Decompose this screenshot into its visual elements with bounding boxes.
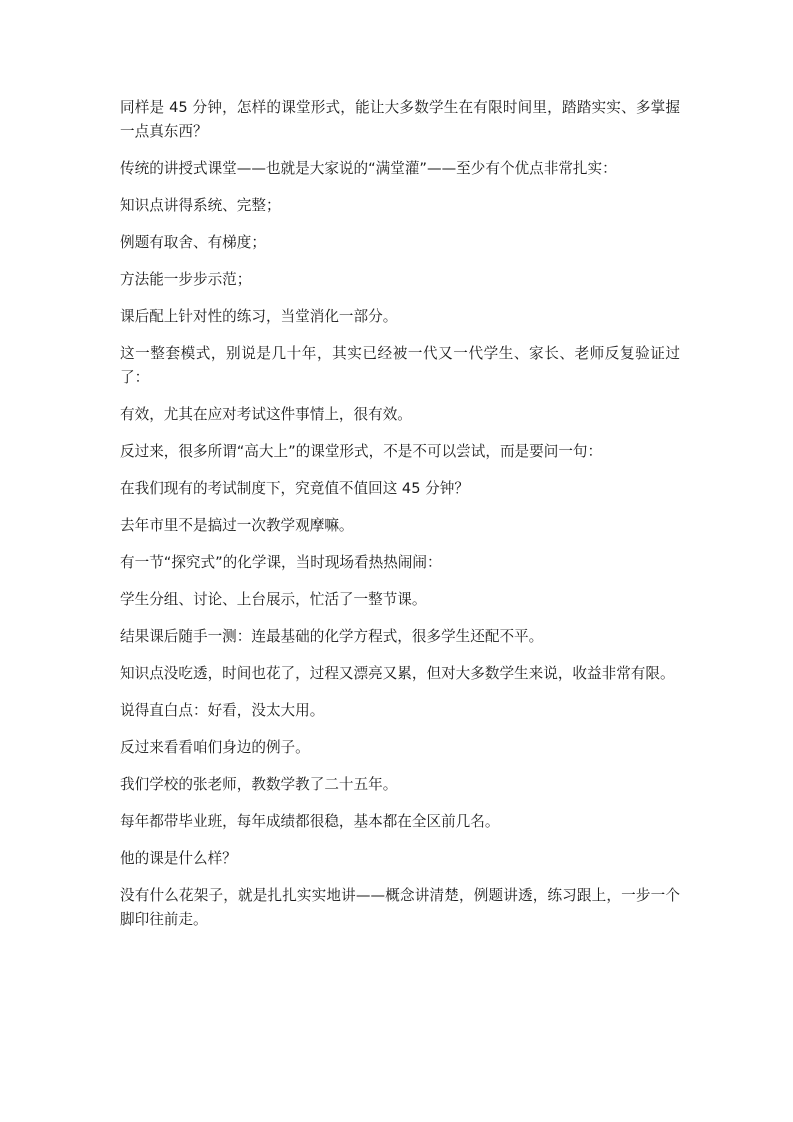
paragraph: 课后配上针对性的练习，当堂消化一部分。 xyxy=(120,308,398,325)
paragraph: 方法能一步步示范； xyxy=(120,271,252,288)
paragraph: 他的课是什么样？ xyxy=(120,850,237,867)
document-body xyxy=(120,96,680,945)
paragraph: 我们学校的张老师，教数学教了二十五年。 xyxy=(120,776,398,793)
paragraph: 知识点讲得系统、完整； xyxy=(120,197,281,214)
paragraph: 反过来看看咱们身边的例子。 xyxy=(120,739,310,756)
paragraph: 这一整套模式，别说是几十年，其实已经被一代又一代学生、家长、老师反复验证过了： xyxy=(120,345,680,386)
paragraph: 去年市里不是搞过一次教学观摩嘛。 xyxy=(120,517,354,534)
paragraph: 学生分组、讨论、上台展示，忙活了一整节课。 xyxy=(120,591,427,608)
paragraph: 知识点没吃透，时间也花了，过程又漂亮又累，但对大多数学生来说，收益非常有限。 xyxy=(120,665,675,682)
paragraph: 同样是 45 分钟，怎样的课堂形式，能让大多数学生在有限时间里，踏踏实实、多掌握一点真东西？ xyxy=(120,99,680,140)
paragraph: 在我们现有的考试制度下，究竟值不值回这 45 分钟？ xyxy=(120,480,469,497)
paragraph: 结果课后随手一测：连最基础的化学方程式，很多学生还配不平。 xyxy=(120,628,544,645)
paragraph: 每年都带毕业班，每年成绩都很稳，基本都在全区前几名。 xyxy=(120,813,500,830)
paragraph: 有效，尤其在应对考试这件事情上，很有效。 xyxy=(120,406,412,423)
paragraph: 反过来，很多所谓“高大上”的课堂形式，不是不可以尝试，而是要问一句： xyxy=(120,443,603,460)
paragraph: 例题有取舍、有梯度； xyxy=(120,234,266,251)
paragraph: 没有什么花架子，就是扎扎实实地讲——概念讲清楚，例题讲透，练习跟上，一步一个脚印往前走。 xyxy=(120,887,680,928)
paragraph: 传统的讲授式课堂——也就是大家说的“满堂灌”——至少有个优点非常扎实： xyxy=(120,160,617,177)
paragraph: 有一节“探究式”的化学课，当时现场看热热闹闹： xyxy=(120,554,442,571)
paragraph: 说得直白点：好看，没太大用。 xyxy=(120,702,325,719)
